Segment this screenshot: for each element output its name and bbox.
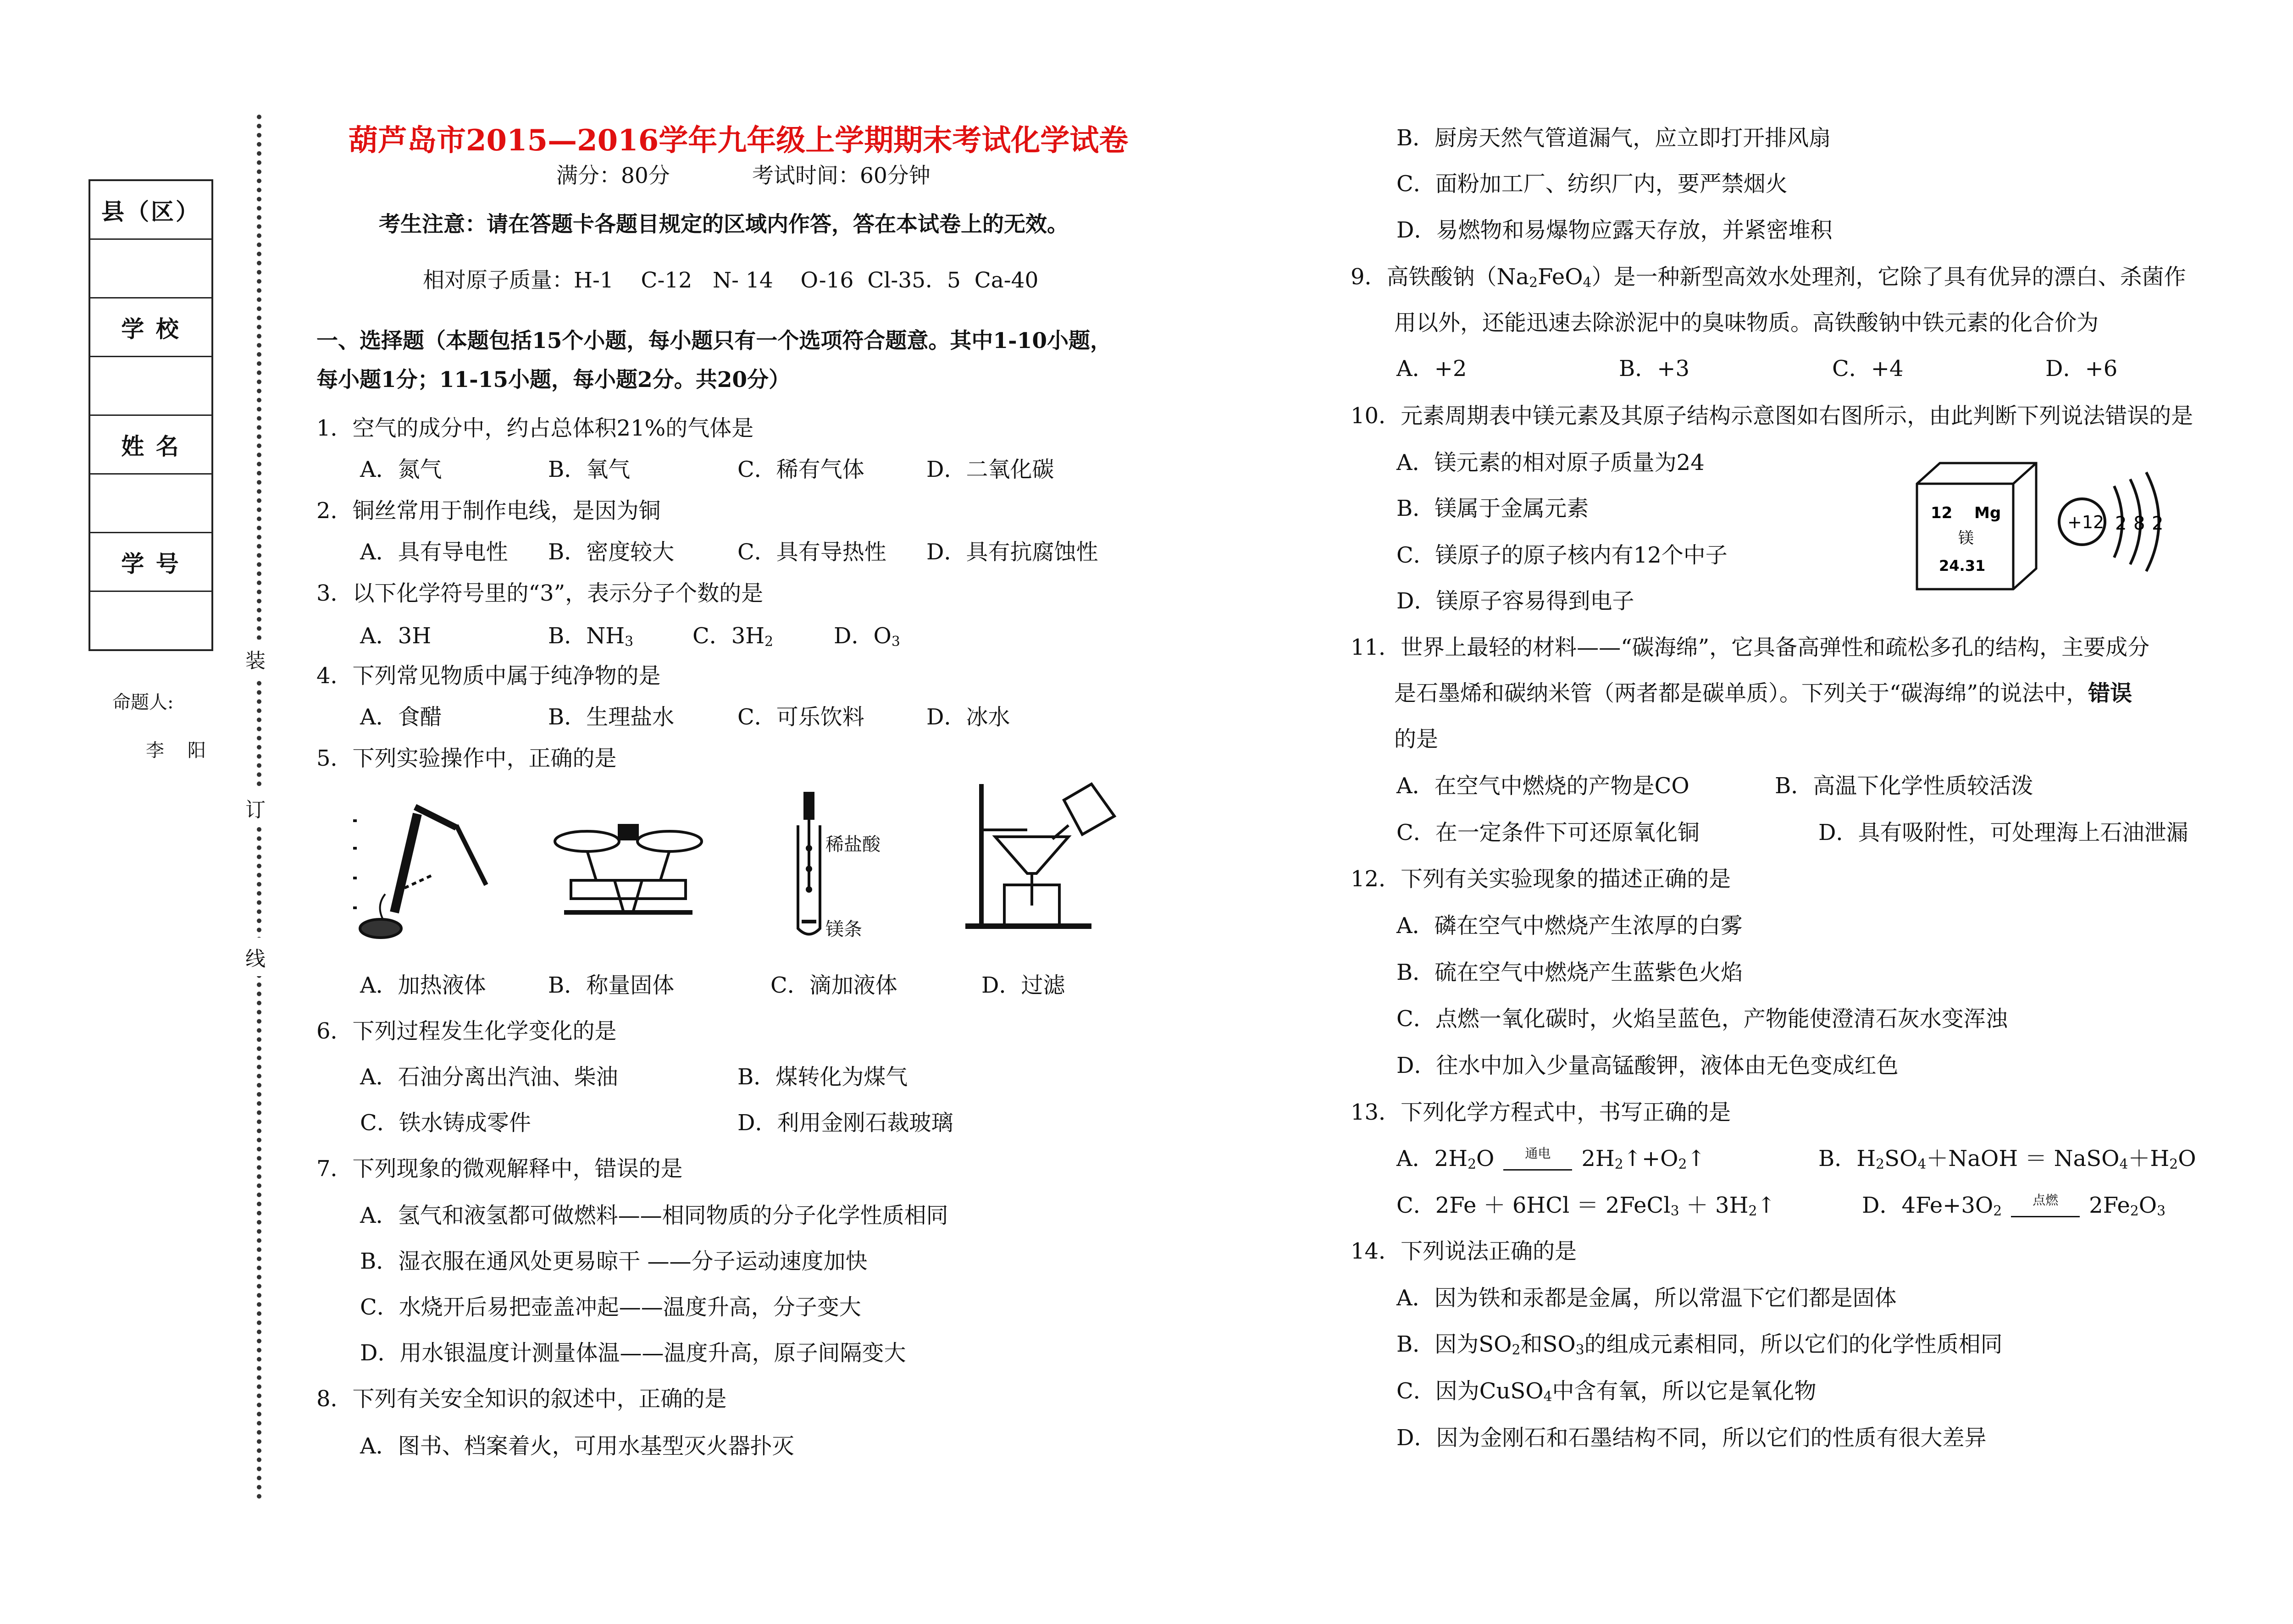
element-name: 镁 [1958,529,1974,547]
q5-option-b[interactable]: B．称量固体 [548,972,675,998]
q1-option-a[interactable]: A．氮气 [360,457,442,482]
binding-char-zhuang: 装 [245,640,266,678]
q11-option-b[interactable]: B．高温下化学性质较活泼 [1775,773,2033,799]
section-heading: 一、选择题（本题包括15个小题，每小题只有一个选项符合题意。其中1-10小题， [316,328,1112,354]
q3-option-c-sub: 2 [764,633,774,650]
dropper-tube-icon [798,793,820,934]
exam-time: 考试时间：60分钟 [752,163,930,188]
proposer-name: 李 阳 [146,740,206,761]
q11-stem-line3: 的是 [1394,726,1439,752]
q3-option-a[interactable]: A．3H [360,623,432,649]
q13-stem: 13．下列化学方程式中，书写正确的是 [1351,1099,1731,1125]
q5-stem: 5．下列实验操作中，正确的是 [316,746,617,771]
q14-stem: 14．下列说法正确的是 [1351,1238,1577,1264]
magnesium-element-figure [1912,454,2197,596]
q9-stem-line2: 用以外，还能迅速去除淤泥中的臭味物质。高铁酸钠中铁元素的化合价为 [1394,310,2099,336]
q14-option-d[interactable]: D．因为金刚石和石墨结构不同，所以它们的性质有很大差异 [1396,1425,1987,1451]
nucleus-charge: +12 [2067,512,2105,532]
electrolysis-condition: 通电 [1503,1152,1572,1170]
q10-option-d[interactable]: D．镁原子容易得到电子 [1396,588,1634,614]
q4-option-c[interactable]: C．可乐饮料 [737,704,864,730]
q9-stem-sub2: 4 [1583,274,1592,291]
binding-char-xian: 线 [245,938,266,976]
shell-3-electrons: 2 [2152,513,2164,534]
q10-option-a[interactable]: A．镁元素的相对原子质量为24 [1396,450,1705,475]
section-heading-cont: 每小题1分；11-15小题，每小题2分。共20分） [316,367,791,392]
q2-option-b[interactable]: B．密度较大 [548,539,675,565]
q9-option-d[interactable]: D．+6 [2045,356,2118,381]
q14-option-a[interactable]: A．因为铁和汞都是金属，所以常温下它们都是固体 [1396,1285,1897,1311]
q3-stem: 3．以下化学符号里的“3”，表示分子个数的是 [316,580,764,606]
q9-option-b[interactable]: B．+3 [1619,356,1690,381]
q10-option-b[interactable]: B．镁属于金属元素 [1396,496,1589,521]
q4-option-d[interactable]: D．冰水 [926,704,1010,730]
q8-option-c[interactable]: C．面粉加工厂、纺织厂内，要严禁烟火 [1396,171,1788,197]
lab-operations-figure [339,775,1133,958]
q14-option-b-post: 的组成元素相同，所以它们的化学性质相同 [1584,1331,2003,1357]
q3-option-d[interactable] [834,618,900,650]
q3-option-b[interactable] [548,618,633,650]
q1-option-c[interactable]: C．稀有气体 [737,457,864,482]
shell-2-electrons: 8 [2133,513,2145,534]
q9-stem-post: ）是一种新型高效水处理剂，它除了具有优异的漂白、杀菌作 [1591,264,2186,290]
q13-option-a[interactable]: A．$2H_2O$ 通电 $2H_2↑+O_2↑$ [1396,1146,1706,1172]
exam-title: 葫芦岛市2015—2016学年九年级上学期期末考试化学试卷 [349,123,1129,158]
q1-option-d[interactable]: D．二氧化碳 [926,457,1054,482]
q7-option-b[interactable]: B．湿衣服在通风处更易晾干 ——分子运动速度加快 [360,1248,868,1274]
school-label: 学 校 [89,298,212,357]
q5-option-d[interactable]: D．过滤 [981,972,1065,998]
q8-option-d[interactable]: D．易燃物和易爆物应露天存放，并紧密堆积 [1396,217,1833,243]
county-label: 县（区） [89,180,212,239]
q9-stem-pre: 9．高铁酸钠（Na [1351,264,1529,290]
q13-option-b[interactable]: B．$H_2SO_4+NaOH$ ＝ $NaSO_4+H_2O$ [1818,1146,2196,1172]
q9-option-c[interactable]: C．+4 [1832,356,1904,381]
q12-option-b[interactable]: B．硫在空气中燃烧产生蓝紫色火焰 [1396,960,1743,985]
q12-option-a[interactable]: A．磷在空气中燃烧产生浓厚的白雾 [1396,913,1743,939]
q6-option-d[interactable]: D．利用金刚石裁玻璃 [737,1110,953,1136]
q14-option-c[interactable]: C．因为CuSO$_4$中含有氧，所以它是氧化物 [1396,1378,1817,1405]
q10-stem: 10．元素周期表中镁元素及其原子结构示意图如右图所示，由此判断下列说法错误的是 [1351,403,2193,429]
filtration-setup-icon [965,784,1114,926]
q4-option-a[interactable]: A．食醋 [360,704,442,730]
q6-stem: 6．下列过程发生化学变化的是 [316,1018,617,1044]
q3-option-d-text: D．O [834,623,892,649]
q3-option-b-sub: 3 [625,633,634,650]
q14-option-b-mid: 和SO [1520,1331,1576,1357]
q11-stem-line2 [1394,675,2132,707]
element-symbol: Mg [1974,504,2001,522]
q9-option-a[interactable]: A．+2 [1396,356,1467,381]
q7-option-c[interactable]: C．水烧开后易把壶盖冲起——温度升高，分子变大 [360,1294,861,1320]
q11-stem-line2-text: 是石墨烯和碳纳米管（两者都是碳单质）。下列关于“碳海绵”的说法中， [1394,680,2088,706]
q3-option-c[interactable] [692,618,773,650]
q12-option-d[interactable]: D．往水中加入少量高锰酸钾，液体由无色变成红色 [1396,1053,1899,1078]
q8-stem: 8．下列有关安全知识的叙述中，正确的是 [316,1386,727,1412]
q14-option-b-pre: B．因为SO [1396,1331,1512,1357]
q4-stem: 4．下列常见物质中属于纯净物的是 [316,663,661,689]
q10-option-c[interactable]: C．镁原子的原子核内有12个中子 [1396,542,1728,568]
q3-option-b-text: B．NH [548,623,625,649]
q8-option-a[interactable]: A．图书、档案着火，可用水基型灭火器扑灭 [360,1433,794,1459]
q7-stem: 7．下列现象的微观解释中，错误的是 [316,1156,683,1182]
q13-option-c[interactable]: C．2Fe ＋ 6HCl ＝ 2FeCl$_3$ ＋ $3H_2↑$ [1396,1193,1776,1219]
dilute-hcl-label: 稀盐酸 [825,834,881,855]
shell-1-electrons: 2 [2115,513,2127,534]
ignition-condition: 点燃 [2011,1199,2080,1217]
student-id-label: 学 号 [89,533,212,591]
student-id-field[interactable] [89,591,212,651]
q11-option-d[interactable]: D．具有吸附性，可处理海上石油泄漏 [1818,820,2188,845]
q8-option-b[interactable]: B．厨房天然气管道漏气，应立即打开排风扇 [1396,125,1831,151]
q9-stem [1351,259,2186,291]
q12-option-c[interactable]: C．点燃一氧化碳时，火焰呈蓝色，产物能使澄清石灰水变浑浊 [1396,1006,2008,1032]
q3-option-d-sub: 3 [891,633,900,650]
q2-option-c[interactable]: C．具有导热性 [737,539,886,565]
q14-option-c-pre: C．因为CuSO [1396,1378,1544,1404]
q6-option-b[interactable]: B．煤转化为煤气 [737,1064,908,1090]
exam-notice: 考生注意：请在答题卡各题目规定的区域内作答，答在本试卷上的无效。 [379,212,1069,237]
q7-option-a[interactable]: A．氢气和液氢都可做燃料——相同物质的分子化学性质相同 [360,1203,948,1228]
q11-option-a[interactable]: A．在空气中燃烧的产物是CO [1396,773,1689,799]
q1-option-b[interactable]: B．氧气 [548,457,631,482]
county-field[interactable] [89,239,212,298]
q2-option-a[interactable]: A．具有导电性 [360,539,508,565]
q4-option-b[interactable]: B．生理盐水 [548,704,675,730]
school-field[interactable] [89,357,212,415]
q9-stem-mid: FeO [1538,264,1583,290]
q6-option-a[interactable]: A．石油分离出汽油、柴油 [360,1064,618,1090]
q7-option-d[interactable]: D．用水银温度计测量体温——温度升高，原子间隔变大 [360,1340,906,1366]
q11-stem-emphasis: 错误 [2088,680,2132,706]
q2-option-d[interactable]: D．具有抗腐蚀性 [926,539,1098,565]
atomic-mass: 24.31 [1939,557,1986,574]
balance-scale-icon [555,825,702,912]
q14-option-c-post: 中含有氧，所以它是氧化物 [1552,1378,1817,1404]
binding-char-ding: 订 [245,789,266,827]
q6-option-c[interactable]: C．铁水铸成零件 [360,1110,531,1136]
full-score: 满分：80分 [556,163,670,188]
atomic-number: 12 [1931,504,1953,522]
name-label: 姓 名 [89,415,212,474]
q11-option-c[interactable]: C．在一定条件下可还原氧化铜 [1396,820,1700,845]
q1-stem: 1．空气的成分中，约占总体积21%的气体是 [316,415,754,441]
magnesium-strip-label: 镁条 [825,919,862,940]
q13-option-d[interactable]: D．$4Fe+3O_2$点燃 $2Fe_2O_3$ [1862,1193,2166,1219]
student-info-table [89,179,213,651]
q9-stem-sub1: 2 [1529,274,1538,291]
q5-option-c[interactable]: C．滴加液体 [770,972,897,998]
q14-option-b[interactable]: B．因为$SO_2$和$SO_3$的组成元素相同，所以它们的化学性质相同 [1396,1331,2003,1358]
q2-stem: 2．铜丝常用于制作电线，是因为铜 [316,498,661,524]
heating-liquid-icon [353,807,486,938]
q3-option-c-text: C．3H [692,623,765,649]
proposer-label: 命题人: [112,692,174,713]
q5-option-a[interactable]: A．加热液体 [360,972,486,998]
atomic-masses: 相对原子质量：H-1 C-12 N- 14 O-16 Cl-35．5 Ca-40 [423,268,1039,293]
q12-stem: 12．下列有关实验现象的描述正确的是 [1351,866,1731,892]
q11-stem: 11．世界上最轻的材料——“碳海绵”，它具备高弹性和疏松多孔的结构，主要成分 [1351,635,2150,660]
name-field[interactable] [89,474,212,533]
